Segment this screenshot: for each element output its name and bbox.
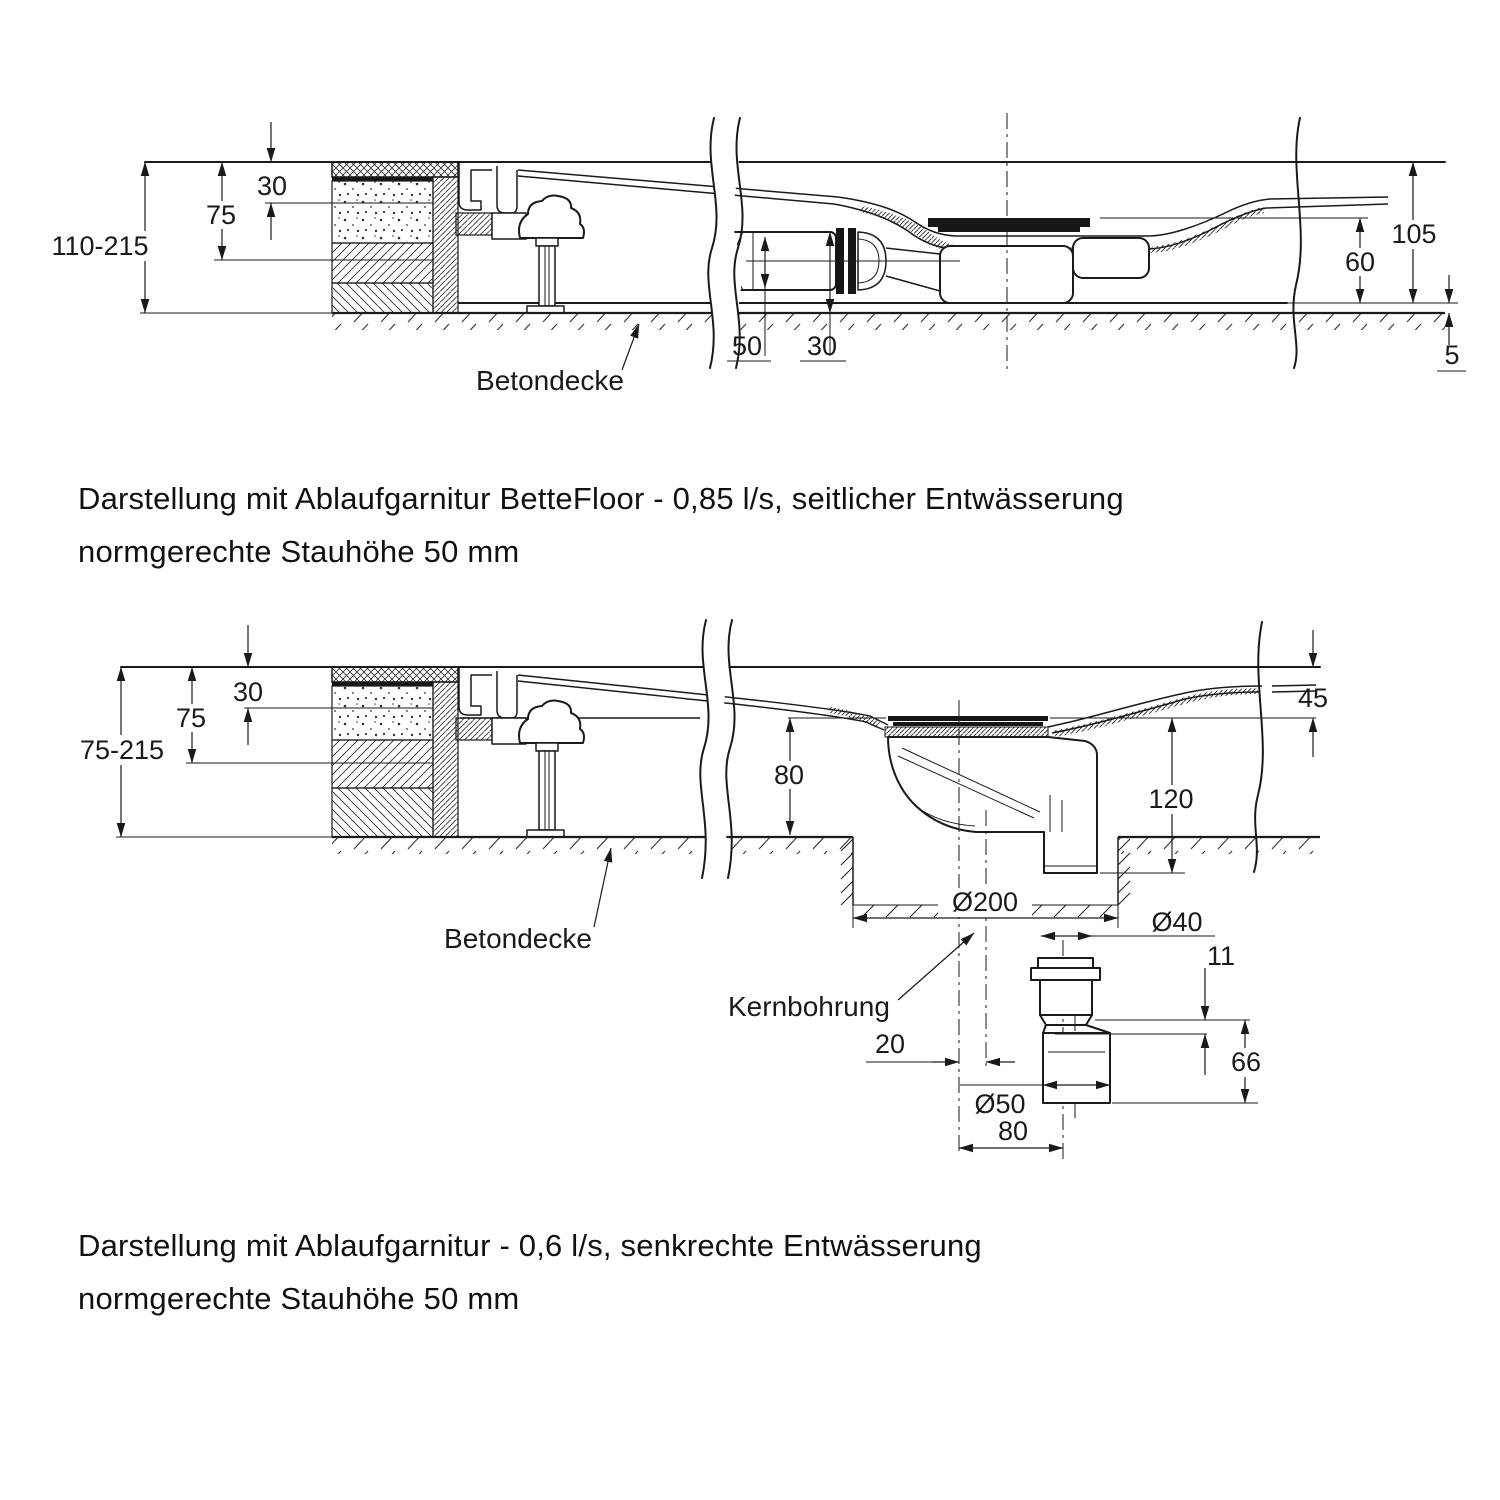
dim-outlet-top-dia-2: Ø40 — [1151, 907, 1203, 937]
dim-drain-height-1: 60 — [1344, 247, 1376, 277]
dim-drain-depth-2: 80 — [773, 760, 805, 790]
leveling-foot — [519, 701, 584, 743]
dim-core-depth-2: 120 — [1148, 784, 1194, 814]
dim-screed-2: 75 — [175, 703, 207, 733]
dim-center-offset-2: 20 — [874, 1029, 906, 1059]
dim-overall-height-2: 75-215 — [79, 735, 165, 765]
dim-pipe-od-1: 50 — [731, 331, 763, 361]
core-hole-label: Kernbohrung — [728, 991, 890, 1022]
dim-screed-1: 75 — [205, 200, 237, 230]
dim-tile-1: 30 — [256, 171, 288, 201]
leveling-foot — [519, 196, 584, 238]
dim-core-dia-2: Ø200 — [951, 887, 1019, 917]
dim-floor-gap-1: 5 — [1444, 340, 1460, 370]
caption-diagram1-line2: normgerechte Stauhöhe 50 mm — [78, 534, 520, 569]
caption-diagram2 — [78, 1219, 982, 1325]
dim-adapter-height-2: 66 — [1230, 1047, 1262, 1077]
dim-pipe-offset-1: 30 — [806, 331, 838, 361]
offset-pipe-adapter — [1031, 958, 1110, 1103]
caption-diagram1 — [78, 472, 1124, 578]
dim-tile-2: 30 — [232, 677, 264, 707]
edge-profile — [459, 163, 492, 210]
floor-label-1: Betondecke — [476, 365, 624, 396]
dim-edge-2: 45 — [1297, 683, 1329, 713]
dim-socket-len-2: 11 — [1206, 941, 1236, 971]
diagram2-drawing — [68, 620, 1328, 1160]
dim-outlet-bottom-dia-2: Ø50 — [974, 1089, 1026, 1119]
dim-adapter-offset-2: 80 — [997, 1116, 1029, 1146]
diagram1-drawing — [44, 113, 1466, 396]
caption-diagram2-line1: Darstellung mit Ablaufgarnitur - 0,6 l/s, senkrechte Entwässerung — [78, 1228, 982, 1263]
vertical-drain-body — [888, 737, 1097, 873]
dim-overall-height-1: 110-215 — [51, 231, 149, 261]
caption-diagram2-line2: normgerechte Stauhöhe 50 mm — [78, 1281, 520, 1316]
floor-label-2: Betondecke — [444, 923, 592, 954]
dim-tray-total-1: 105 — [1391, 219, 1437, 249]
caption-diagram1-line1: Darstellung mit Ablaufgarnitur BetteFloor - 0,85 l/s, seitlicher Entwässerung — [78, 481, 1124, 516]
